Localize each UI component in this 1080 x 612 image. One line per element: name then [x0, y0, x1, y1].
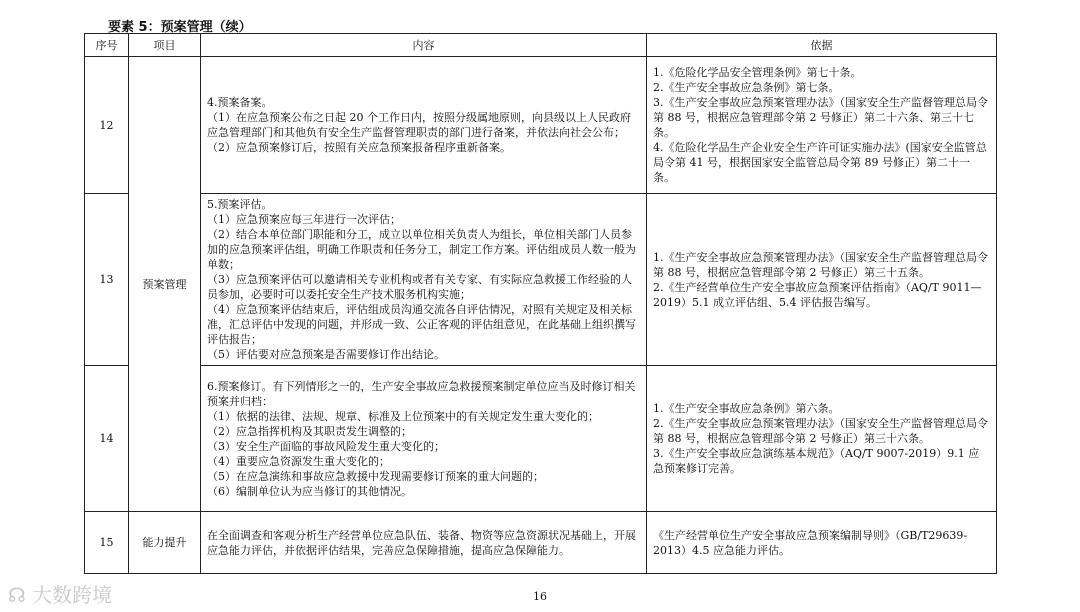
- basis-line: 1.《生产安全事故应急预案管理办法》（国家安全生产监督管理总局令第 88 号，根据应急管理部令第 2 号修正）第三十五条。: [653, 250, 988, 279]
- page-number: 16: [533, 590, 547, 603]
- item-cell: 能力提升: [129, 512, 201, 574]
- basis-line: 2.《生产经营单位生产安全事故应急预案评估指南》（AQ/T 9011—2019）5.1 成立评估组、5.4 评估报告编写。: [653, 280, 982, 309]
- content-line: （3）应急预案评估可以邀请相关专业机构或者有关专家、有实际应急救援工作经验的人员参加，必要时可以委托安全生产技术服务机构实施；: [207, 273, 632, 301]
- basis-cell: [647, 366, 997, 512]
- watermark-text: 大数跨境: [32, 583, 113, 607]
- row-number: 13: [85, 194, 129, 366]
- header-basis: 依据: [647, 34, 997, 57]
- content-line: 在全面调查和客观分析生产经营单位应急队伍、装备、物资等应急资源状况基础上，开展应急能力评估，并依据评估结果，完善应急保障措施，提高应急保障能力。: [207, 528, 636, 557]
- row-number: 15: [85, 512, 129, 574]
- basis-line: 4.《危险化学品生产企业安全生产许可证实施办法》(国家安全监管总局令第 41 号，根据国家安全监管总局令第 89 号修正）第二十一条。: [653, 141, 987, 184]
- basis-cell: [647, 57, 997, 194]
- table-row: [85, 194, 997, 366]
- content-line: （5）在应急演练和事故应急救援中发现需要修订预案的重大问题的；: [207, 469, 544, 483]
- content-line: 4.预案备案。: [207, 96, 273, 109]
- content-line: （4）重要应急资源发生重大变化的；: [207, 454, 390, 468]
- table-row: [85, 366, 997, 512]
- basis-line: 2.《生产安全事故应急条例》第七条。: [653, 81, 840, 94]
- content-line: （2）结合本单位部门职能和分工，成立以单位相关负责人为组长，单位相关部门人员参加的应急预案评估组，明确工作职责和任务分工，制定工作方案。评估组成员人数一般为单数；: [207, 228, 636, 271]
- content-cell: [201, 57, 647, 194]
- basis-line: 3.《生产安全事故应急预案管理办法》（国家安全生产监督管理总局令第 88 号，根据应急管理部令第 2 号修正）第二十六条、第三十七条。: [653, 96, 988, 139]
- section-heading: 要素 5：预案管理（续）: [108, 20, 252, 35]
- header-item: 项目: [129, 34, 201, 57]
- row-number: 14: [85, 366, 129, 512]
- basis-line: 3.《生产安全事故应急演练基本规范》（AQ/T 9007-2019）9.1 应急预案修订完善。: [653, 447, 980, 475]
- basis-line: 1.《生产安全事故应急条例》第六条。: [653, 402, 840, 415]
- content-line: （1）依据的法律、法规、规章、标准及上位预案中的有关规定发生重大变化的；: [207, 409, 599, 423]
- content-line: （4）应急预案评估结束后，评估组成员沟通交流各自评估情况，对照有关规定及相关标准，汇总评估中发现的问题，并形成一致、公正客观的评估组意见，在此基础上组织撰写评估报告；: [207, 303, 636, 346]
- content-line: （3）安全生产面临的事故风险发生重大变化的；: [207, 439, 445, 453]
- item-cell: 预案管理: [129, 57, 201, 512]
- header-content: 内容: [201, 34, 647, 57]
- content-cell: [201, 194, 647, 366]
- basis-line: 2.《生产安全事故应急预案管理办法》（国家安全生产监督管理总局令第 88 号，根据应急管理部令第 2 号修正）第三十六条。: [653, 417, 988, 445]
- content-line: （5）评估要对应急预案是否需要修订作出结论。: [207, 348, 445, 361]
- content-line: （2）应急指挥机构及其职责发生调整的；: [207, 424, 412, 438]
- basis-cell: [647, 194, 997, 366]
- row-number: 12: [85, 57, 129, 194]
- content-line: 5.预案评估。: [207, 198, 273, 211]
- header-no: 序号: [85, 34, 129, 57]
- requirements-table: [84, 33, 997, 574]
- content-line: （1）在应急预案公布之日起 20 个工作日内，按照分级属地原则，向县级以上人民政府应急管理部门和其他负有安全生产监督管理职责的部门进行备案，并依法向社会公布；: [207, 111, 631, 139]
- content-line: （1）应急预案应每三年进行一次评估；: [207, 213, 401, 226]
- content-cell: [201, 366, 647, 512]
- basis-line: 1.《危险化学品安全管理条例》第七十条。: [653, 66, 862, 79]
- content-line: （6）编制单位认为应当修订的其他情况。: [207, 484, 412, 498]
- content-line: （2）应急预案修订后，按照有关应急预案报备程序重新备案。: [207, 141, 511, 154]
- content-cell: [201, 512, 647, 574]
- table-row: [85, 512, 997, 574]
- content-line: 6.预案修订。有下列情形之一的，生产安全事故应急救援预案制定单位应当及时修订相关预案并归档：: [207, 379, 636, 408]
- basis-cell: [647, 512, 997, 574]
- watermark-icon: ☊: [8, 583, 26, 607]
- table-header-row: [85, 34, 997, 57]
- table-row: [85, 57, 997, 194]
- basis-line: 《生产经营单位生产安全事故应急预案编制导则》（GB/T29639-2013）4.5 应急能力评估。: [653, 528, 968, 557]
